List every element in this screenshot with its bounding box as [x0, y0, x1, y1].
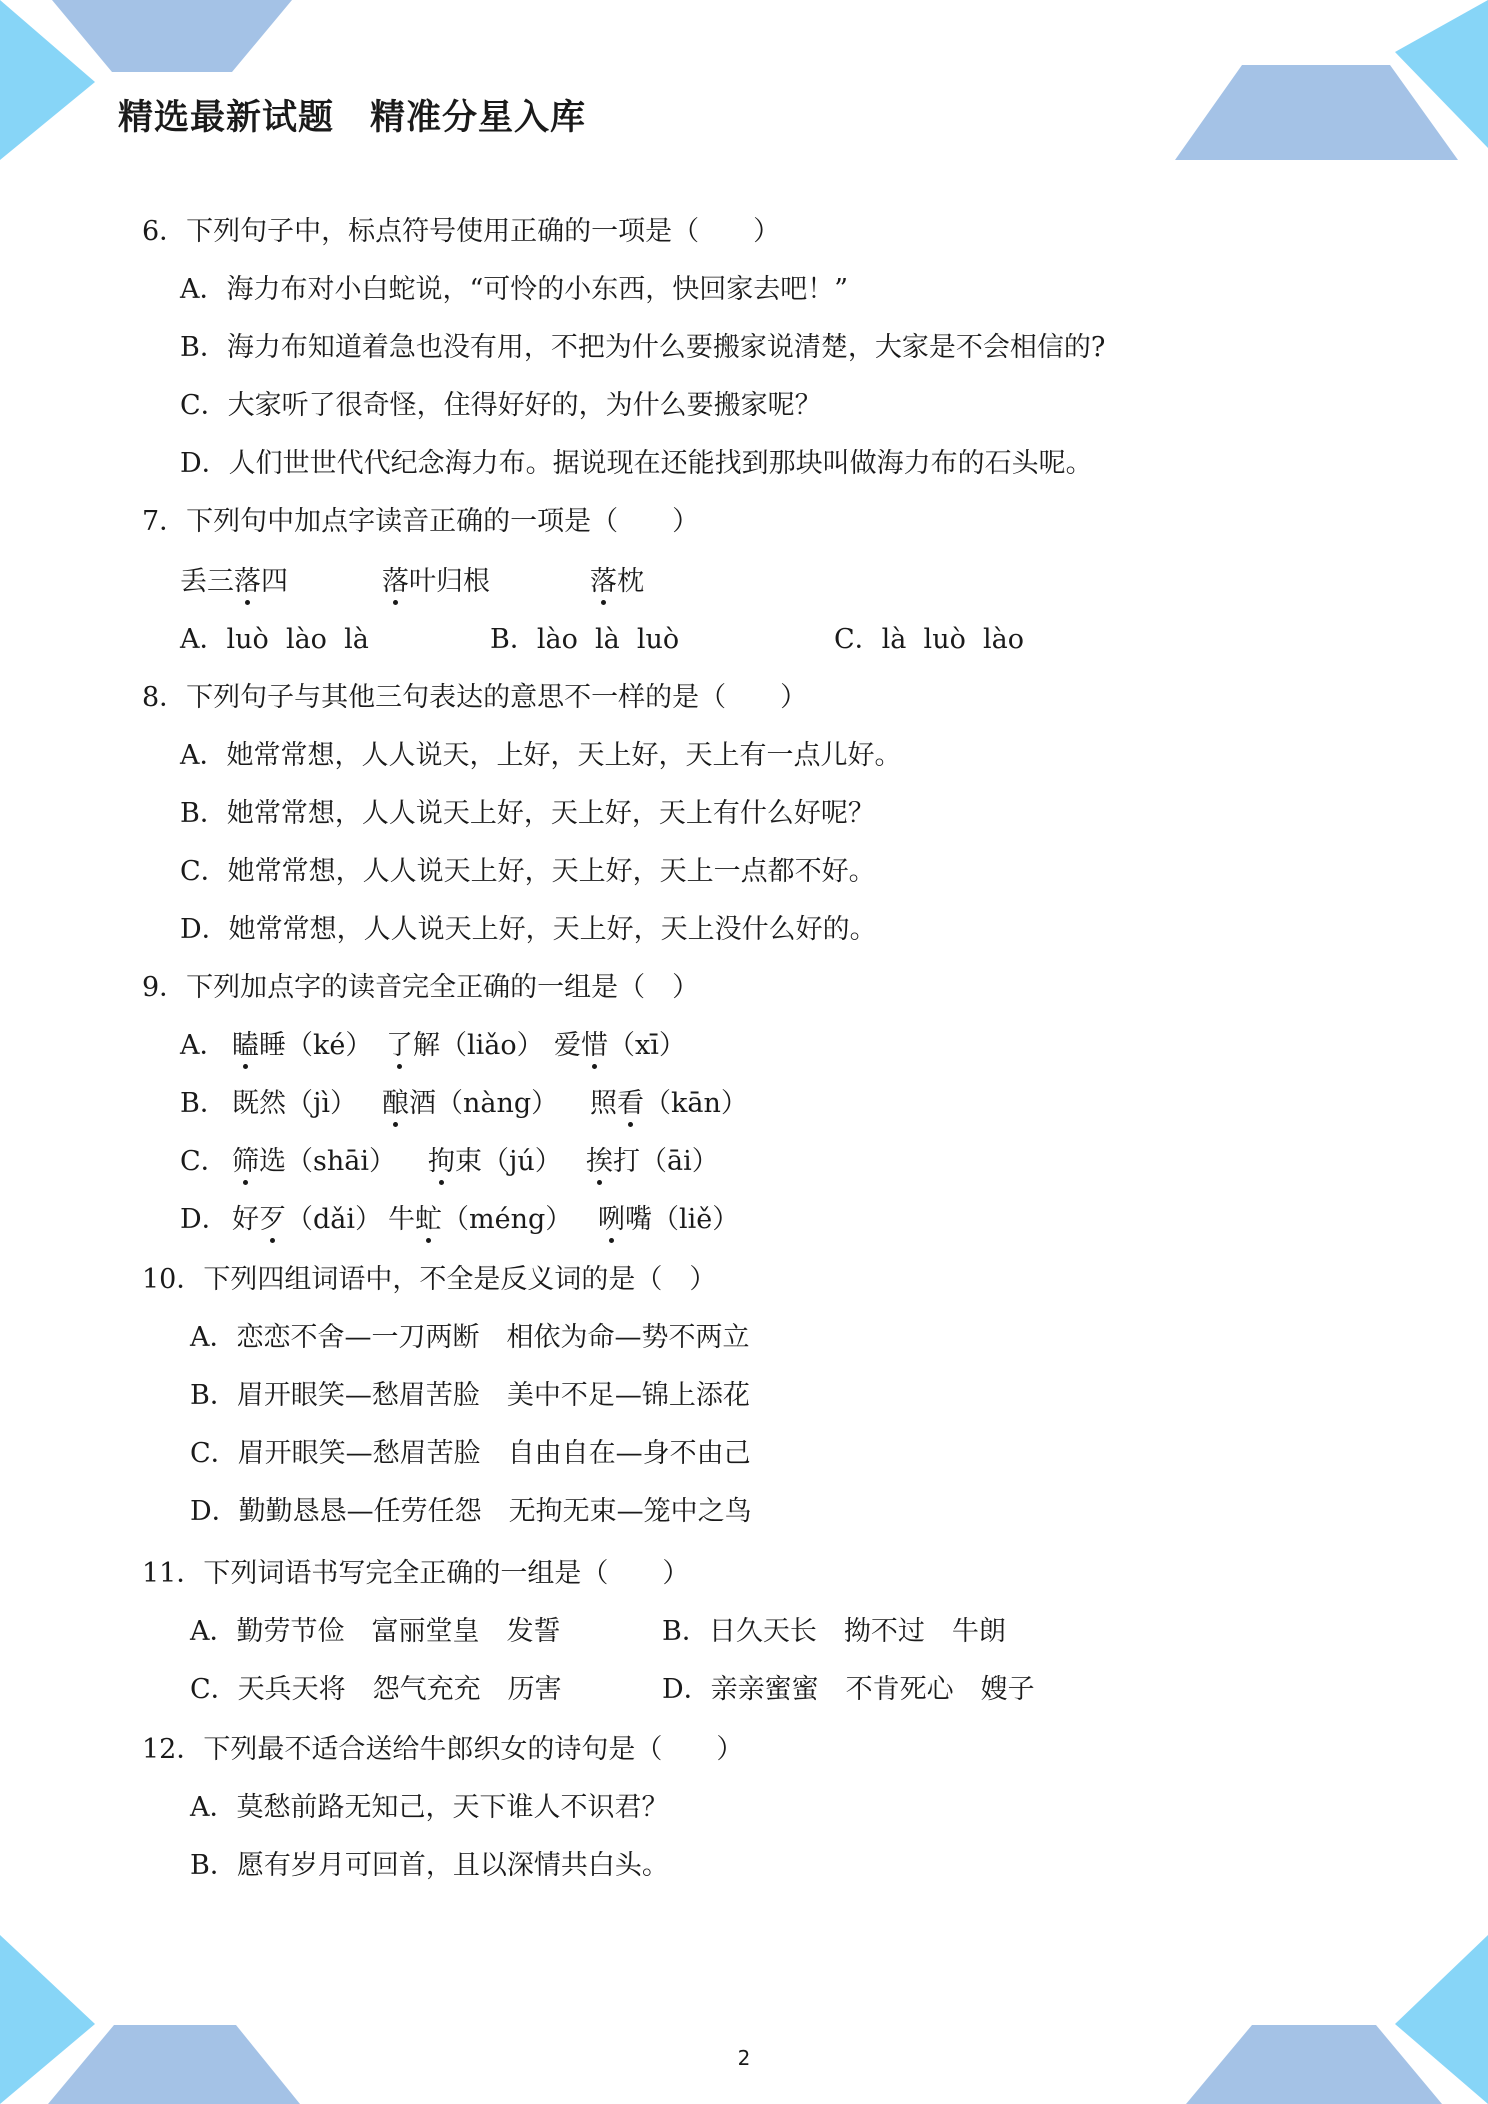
dotted-character: 落 [590, 564, 617, 600]
word-text: 既然（jì） [232, 1088, 358, 1119]
dotted-character: 咧 [598, 1202, 625, 1238]
question-10-option-c: C．眉开眼笑—愁眉苦脸 自由自在—身不由己 [190, 1438, 751, 1469]
word-text: 束（jú） [455, 1146, 562, 1177]
question-6-stem: 6．下列句子中，标点符号使用正确的一项是（ ） [142, 216, 781, 247]
dotted-character: 落 [234, 564, 261, 600]
question-11-option-b: B．日久天长 拗不过 牛朗 [662, 1616, 1006, 1647]
question-9-option-b-word-2 [382, 1086, 558, 1122]
question-11-option-d: D．亲亲蜜蜜 不肯死心 嫂子 [662, 1674, 1035, 1705]
dotted-character: 了 [386, 1028, 413, 1064]
question-7-word-3 [590, 564, 644, 600]
word-text: 牛 [388, 1204, 415, 1235]
question-8-stem: 8．下列句子与其他三句表达的意思不一样的是（ ） [142, 682, 808, 713]
dotted-character: 挨 [586, 1144, 613, 1180]
question-11-option-c: C．天兵天将 怨气充充 历害 [190, 1674, 562, 1705]
word-text: （kān） [644, 1088, 748, 1119]
word-text: （xī） [608, 1030, 686, 1061]
word-text: 丢三 [180, 566, 234, 597]
dotted-character: 看 [617, 1086, 644, 1122]
dotted-character: 歹 [259, 1202, 286, 1238]
question-9-option-a-word-2 [386, 1028, 544, 1064]
question-9-option-c-word-2 [428, 1144, 562, 1180]
page-number: 2 [737, 2046, 751, 2070]
question-9-option-d-label: D． [180, 1204, 229, 1235]
question-6-option-a: A．海力布对小白蛇说，“可怜的小东西，快回家去吧！” [180, 274, 849, 305]
question-11-option-a: A．勤劳节俭 富丽堂皇 发誓 [190, 1616, 561, 1647]
dotted-character: 惜 [581, 1028, 608, 1064]
question-8-option-c: C．她常常想，人人说天上好，天上好，天上一点都不好。 [180, 856, 876, 887]
question-9-option-d-word-3 [598, 1202, 739, 1238]
dotted-character: 落 [382, 564, 409, 600]
word-text: 酒（nàng） [409, 1088, 559, 1119]
word-text: 四 [261, 566, 288, 597]
question-6-option-c: C．大家听了很奇怪，住得好好的，为什么要搬家呢？ [180, 390, 822, 421]
question-9-option-c-label: C． [180, 1146, 228, 1177]
word-text: 解（liǎo） [413, 1030, 544, 1061]
question-9-option-c-word-1 [232, 1144, 396, 1180]
word-text: 爱 [554, 1030, 581, 1061]
question-12-option-b: B．愿有岁月可回首，且以深情共白头。 [190, 1850, 669, 1881]
question-8-option-a: A．她常常想，人人说天，上好，天上好，天上有一点儿好。 [180, 740, 902, 771]
dotted-character: 筛 [232, 1144, 259, 1180]
word-text: （méng） [442, 1204, 573, 1235]
question-9-option-b-word-1 [232, 1086, 357, 1122]
top-right-blue-trapezoid [1175, 65, 1458, 160]
dotted-character: 酿 [382, 1086, 409, 1122]
question-8-option-d: D．她常常想，人人说天上好，天上好，天上没什么好的。 [180, 914, 877, 945]
question-10-option-d: D．勤勤恳恳—任劳任怨 无拘无束—笼中之鸟 [190, 1496, 752, 1527]
word-text: 嘴（liě） [625, 1204, 740, 1235]
word-text: 照 [590, 1088, 617, 1119]
question-9-option-a-word-3 [554, 1028, 686, 1064]
question-8-option-b: B．她常常想，人人说天上好，天上好，天上有什么好呢？ [180, 798, 875, 829]
question-9-option-d-word-2 [388, 1202, 572, 1238]
question-9-option-b-label: B． [180, 1088, 227, 1119]
question-7-word-1 [180, 564, 288, 600]
question-10-stem: 10．下列四组词语中，不全是反义词的是（ ） [142, 1264, 717, 1295]
question-10-option-a: A．恋恋不舍—一刀两断 相依为命—势不两立 [190, 1322, 750, 1353]
question-7-option-b: B．lào là luò [490, 624, 680, 655]
question-11-stem: 11．下列词语书写完全正确的一组是（ ） [142, 1558, 690, 1589]
word-text: 叶归根 [409, 566, 490, 597]
dotted-character: 虻 [415, 1202, 442, 1238]
dotted-character: 拘 [428, 1144, 455, 1180]
question-7-stem: 7．下列句中加点字读音正确的一项是（ ） [142, 506, 700, 537]
word-text: 睡（ké） [259, 1030, 373, 1061]
dotted-character: 瞌 [232, 1028, 259, 1064]
header-title: 精选最新试题 精准分星入库 [118, 98, 587, 138]
question-7-option-c: C．là luò lào [834, 624, 1024, 655]
question-10-option-b: B．眉开眼笑—愁眉苦脸 美中不足—锦上添花 [190, 1380, 750, 1411]
question-9-option-d-word-1 [232, 1202, 382, 1238]
word-text: 好 [232, 1204, 259, 1235]
question-12-stem: 12．下列最不适合送给牛郎织女的诗句是（ ） [142, 1734, 744, 1765]
question-9-stem: 9．下列加点字的读音完全正确的一组是（ ） [142, 972, 700, 1003]
question-9-option-b-word-3 [590, 1086, 748, 1122]
question-9-option-a-label: A． [180, 1030, 227, 1061]
word-text: （dǎi） [286, 1204, 383, 1235]
question-9-option-c-word-3 [586, 1144, 719, 1180]
question-6-option-b: B．海力布知道着急也没有用，不把为什么要搬家说清楚，大家是不会相信的? [180, 332, 1106, 363]
question-12-option-a: A．莫愁前路无知己，天下谁人不识君？ [190, 1792, 669, 1823]
question-7-word-2 [382, 564, 490, 600]
question-7-option-a: A．luò lào là [180, 624, 369, 655]
top-left-blue-trapezoid [52, 0, 292, 72]
word-text: 枕 [617, 566, 644, 597]
word-text: 打（āi） [613, 1146, 719, 1177]
question-6-option-d: D．人们世世代代纪念海力布。据说现在还能找到那块叫做海力布的石头呢。 [180, 448, 1093, 479]
question-9-option-a-word-1 [232, 1028, 372, 1064]
word-text: 选（shāi） [259, 1146, 396, 1177]
